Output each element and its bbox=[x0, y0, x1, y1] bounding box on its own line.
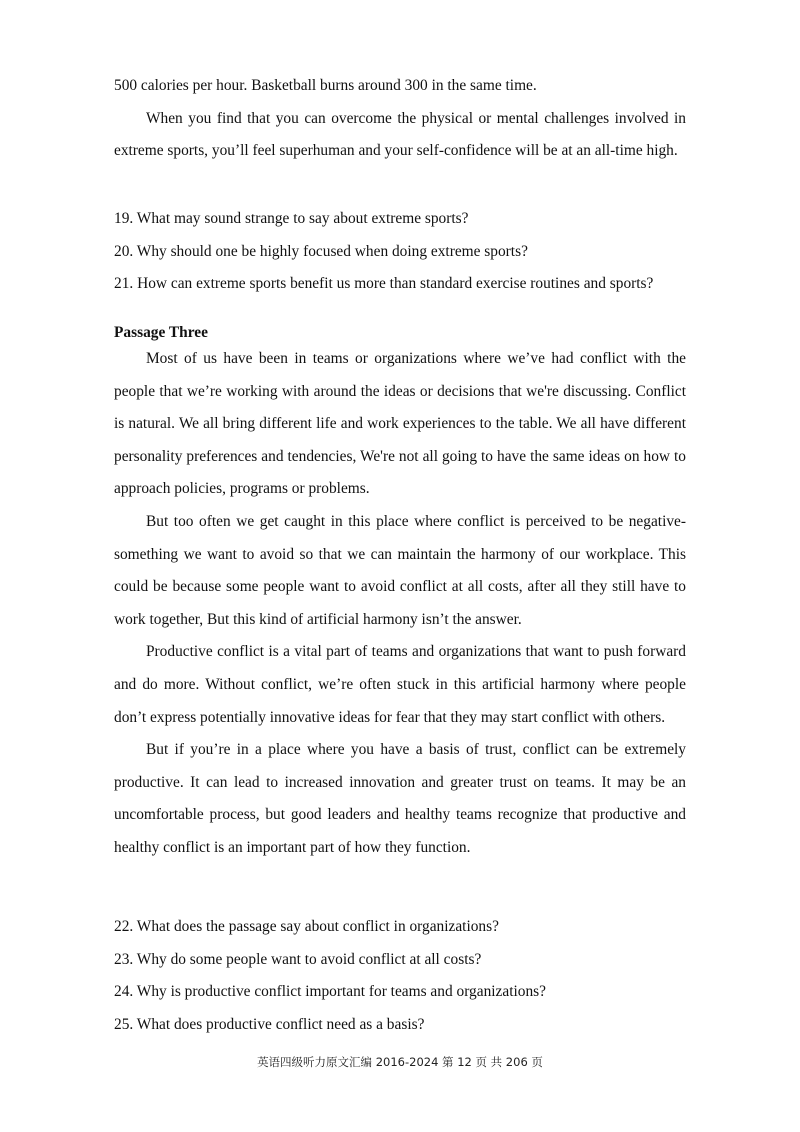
passage-three-body bbox=[114, 343, 686, 865]
questions-19-21 bbox=[114, 203, 714, 301]
continuation-block bbox=[114, 70, 686, 168]
question-20: 20. Why should one be highly focused when doing extreme sports? bbox=[114, 242, 528, 260]
question-19: 19. What may sound strange to say about extreme sports? bbox=[114, 210, 469, 227]
question-24: 24. Why is productive conflict important for teams and organizations? bbox=[114, 983, 546, 1001]
question-21: 21. How can extreme sports benefit us more than standard exercise routines and sports? bbox=[114, 275, 654, 293]
continuation-paragraph: When you find that you can overcome the physical or mental challenges involved in extreme sports, you’ll feel superhuman and your self-confidence will be at an all-time high. bbox=[114, 109, 686, 160]
passage-three-paragraph-3: Productive conflict is a vital part of teams and organizations that want to push forward and do more. Without conflict, we’re often stuck in this artificial harmony where people don’t express potentially innovative ideas for fear that they may start conflict with others. bbox=[114, 643, 686, 726]
footer-text: 英语四级听力原文汇编 2016-2024 第 12 页 共 206 页 bbox=[257, 1055, 543, 1069]
page-footer bbox=[0, 1054, 800, 1070]
question-25: 25. What does productive conflict need as a basis? bbox=[114, 1015, 425, 1033]
passage-three-paragraph-1: Most of us have been in teams or organizations where we’ve had conflict with the people that we’re working with around the ideas or decisions that we're discussing. Conflict is natural. We all bring different life and work experiences to the table. We all have different personality preferences and tendencies, We're not all going to have the same ideas on how to approach policies, programs or problems. bbox=[114, 350, 686, 498]
passage-three-paragraph-4: But if you’re in a place where you have a basis of trust, conflict can be extremely productive. It can lead to increased innovation and greater trust on teams. It may be an uncomfortable process, but good leaders and healthy teams recognize that productive and healthy conflict is an important part of how they function. bbox=[114, 741, 686, 856]
questions-22-25 bbox=[114, 911, 714, 1041]
question-22: 22. What does the passage say about conflict in organizations? bbox=[114, 918, 499, 935]
passage-three-heading: Passage Three bbox=[114, 324, 208, 341]
passage-three-paragraph-2: But too often we get caught in this place where conflict is perceived to be negative-something we want to avoid so that we can maintain the harmony of our workplace. This could be because some people want to avoid conflict at all costs, after all they still have to work together, But this kind of artificial harmony isn’t the answer. bbox=[114, 512, 686, 628]
question-23: 23. Why do some people want to avoid conflict at all costs? bbox=[114, 950, 482, 968]
continuation-line: 500 calories per hour. Basketball burns around 300 in the same time. bbox=[114, 77, 537, 94]
